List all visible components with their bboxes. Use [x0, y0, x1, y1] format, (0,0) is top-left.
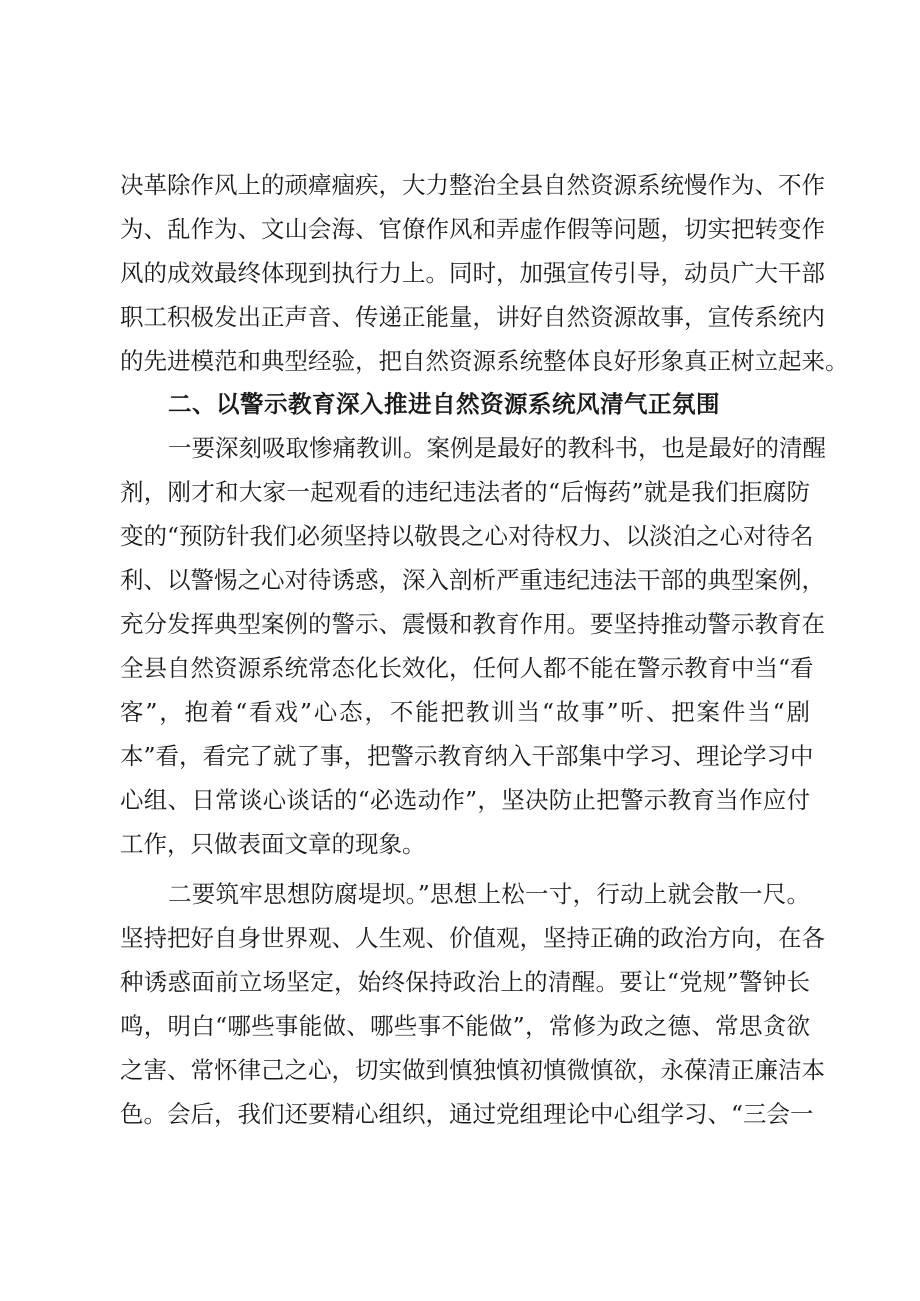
paragraph-line: 剂，刚才和大家一起观看的违纪违法者的“后悔药”就是我们拒腐防: [120, 478, 810, 506]
paragraph-line: 全县自然资源系统常态化长效化，任何人都不能在警示教育中当“看: [120, 654, 814, 682]
paragraph-line: 一要深刻吸取惨痛教训。案例是最好的教科书，也是最好的清醒: [168, 434, 826, 462]
paragraph-line: 色。会后，我们还要精心组织，通过党组理论中心组学习、“三会一: [120, 1100, 814, 1128]
paragraph-line: 客”，抱着“看戏”心态，不能把教训当“故事”听、把案件当“剧: [120, 698, 810, 726]
paragraph-line: 决革除作风上的顽瘴痼疾，大力整治全县自然资源系统慢作为、不作: [120, 171, 825, 199]
paragraph-line: 变的“预防针我们必须坚持以敬畏之心对待权力、以淡泊之心对待名: [120, 522, 814, 550]
paragraph-line: 心组、日常谈心谈话的“必选动作”，坚决防止把警示教育当作应付: [120, 786, 810, 814]
paragraph-line: 之害、常怀律己之心，切实做到慎独慎初慎微慎欲，永葆清正廉洁本: [120, 1056, 825, 1084]
paragraph-line: 二要筑牢思想防腐堤坝。”思想上松一寸，行动上就会散一尺。: [168, 880, 810, 908]
paragraph-line: 的先进模范和典型经验，把自然资源系统整体良好形象真正树立起来。: [120, 347, 849, 375]
paragraph-line: 工作，只做表面文章的现象。: [120, 830, 426, 858]
paragraph-line: 坚持把好自身世界观、人生观、价值观，坚持正确的政治方向，在各: [120, 924, 825, 952]
paragraph-line: 为、乱作为、文山会海、官僚作风和弄虚作假等问题，切实把转变作: [120, 215, 825, 243]
paragraph-line: 种诱惑面前立场坚定，始终保持政治上的清醒。要让“党规”警钟长: [120, 968, 810, 996]
paragraph-line: 利、以警惕之心对待诱惑，深入剖析严重违纪违法干部的典型案例，: [120, 566, 825, 594]
paragraph-line: 风的成效最终体现到执行力上。同时，加强宣传引导，动员广大干部: [120, 259, 825, 287]
paragraph-line: 职工积极发出正声音、传递正能量，讲好自然资源故事，宣传系统内: [120, 303, 825, 331]
paragraph-line: 鸣，明白“哪些事能做、哪些事不能做”，常修为政之德、常思贪欲: [120, 1012, 810, 1040]
paragraph-line: 本”看，看完了就了事，把警示教育纳入干部集中学习、理论学习中: [120, 742, 814, 770]
paragraph-line: 充分发挥典型案例的警示、震慑和教育作用。要坚持推动警示教育在: [120, 610, 825, 638]
section-heading: 二、以警示教育深入推进自然资源系统风清气正氛围: [168, 390, 720, 418]
